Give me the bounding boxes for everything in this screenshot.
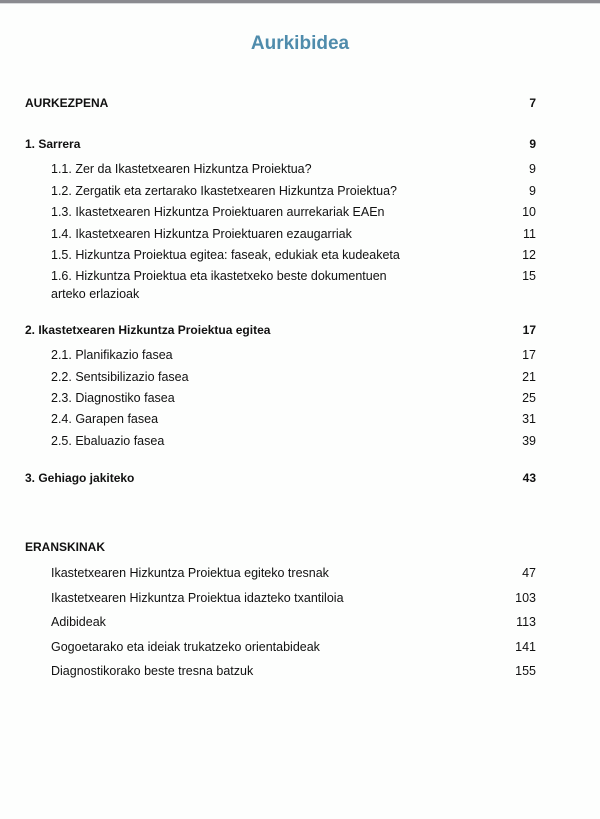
page-title: Aurkibidea: [250, 33, 350, 54]
toc-label: 2.3. Diagnostiko fasea: [51, 391, 175, 405]
toc-label: Adibideak: [51, 615, 106, 629]
toc-label: 1. Sarrera: [25, 137, 81, 151]
toc-page: 17: [522, 348, 536, 362]
toc-page: 47: [522, 566, 536, 580]
toc-label: 2.2. Sentsibilizazio fasea: [51, 370, 189, 384]
toc-page: 21: [522, 370, 536, 384]
toc-label: AURKEZPENA: [25, 96, 109, 110]
toc-label: 1.4. Ikastetxearen Hizkuntza Proiektuaren ezaugarriak: [51, 227, 352, 241]
toc-page: 15: [522, 269, 536, 283]
toc-page: 9: [529, 137, 536, 151]
toc-label: 1.5. Hizkuntza Proiektua egitea: faseak, edukiak eta kudeaketa: [51, 248, 400, 262]
toc-label: Diagnostikorako beste tresna batzuk: [51, 664, 254, 678]
toc-label: 1.6. Hizkuntza Proiektua eta ikastetxeko beste dokumentuen arteko erlazioak: [51, 269, 387, 301]
toc-page: 113: [516, 615, 536, 629]
toc-label: 1.1. Zer da Ikastetxearen Hizkuntza Proiektua?: [51, 162, 312, 176]
toc-page: 155: [515, 664, 536, 678]
toc-page: 7: [529, 96, 536, 110]
toc-page: 31: [522, 412, 536, 426]
toc-label: 2. Ikastetxearen Hizkuntza Proiektua egitea: [25, 323, 271, 337]
toc-label: Ikastetxearen Hizkuntza Proiektua idazteko txantiloia: [51, 591, 344, 605]
toc-page: 43: [522, 471, 536, 485]
toc-page: 9: [529, 162, 536, 176]
toc-label: 2.5. Ebaluazio fasea: [51, 434, 165, 448]
toc-label: Gogoetarako eta ideiak trukatzeko orientabideak: [51, 640, 320, 654]
toc-page: 103: [515, 591, 536, 605]
toc-label: 2.1. Planifikazio fasea: [51, 348, 173, 362]
toc-label: 1.2. Zergatik eta zertarako Ikastetxearen Hizkuntza Proiektua?: [51, 184, 398, 198]
toc-page: 10: [522, 205, 536, 219]
toc-page: 17: [522, 323, 536, 337]
toc-page: 25: [522, 391, 536, 405]
toc-page: 141: [515, 640, 536, 654]
window-top-border: [0, 0, 600, 4]
toc-label: Ikastetxearen Hizkuntza Proiektua egiteko tresnak: [51, 566, 329, 580]
toc-label: 1.3. Ikastetxearen Hizkuntza Proiektuaren aurrekariak EAEn: [51, 205, 385, 219]
toc-page: 39: [522, 434, 536, 448]
toc-label: ERANSKINAK: [25, 540, 106, 554]
toc-label: 3. Gehiago jakiteko: [25, 471, 135, 485]
toc-label: 2.4. Garapen fasea: [51, 412, 159, 426]
toc-page: 12: [522, 248, 536, 262]
toc-page: 11: [523, 227, 536, 241]
toc-page: 9: [529, 184, 536, 198]
